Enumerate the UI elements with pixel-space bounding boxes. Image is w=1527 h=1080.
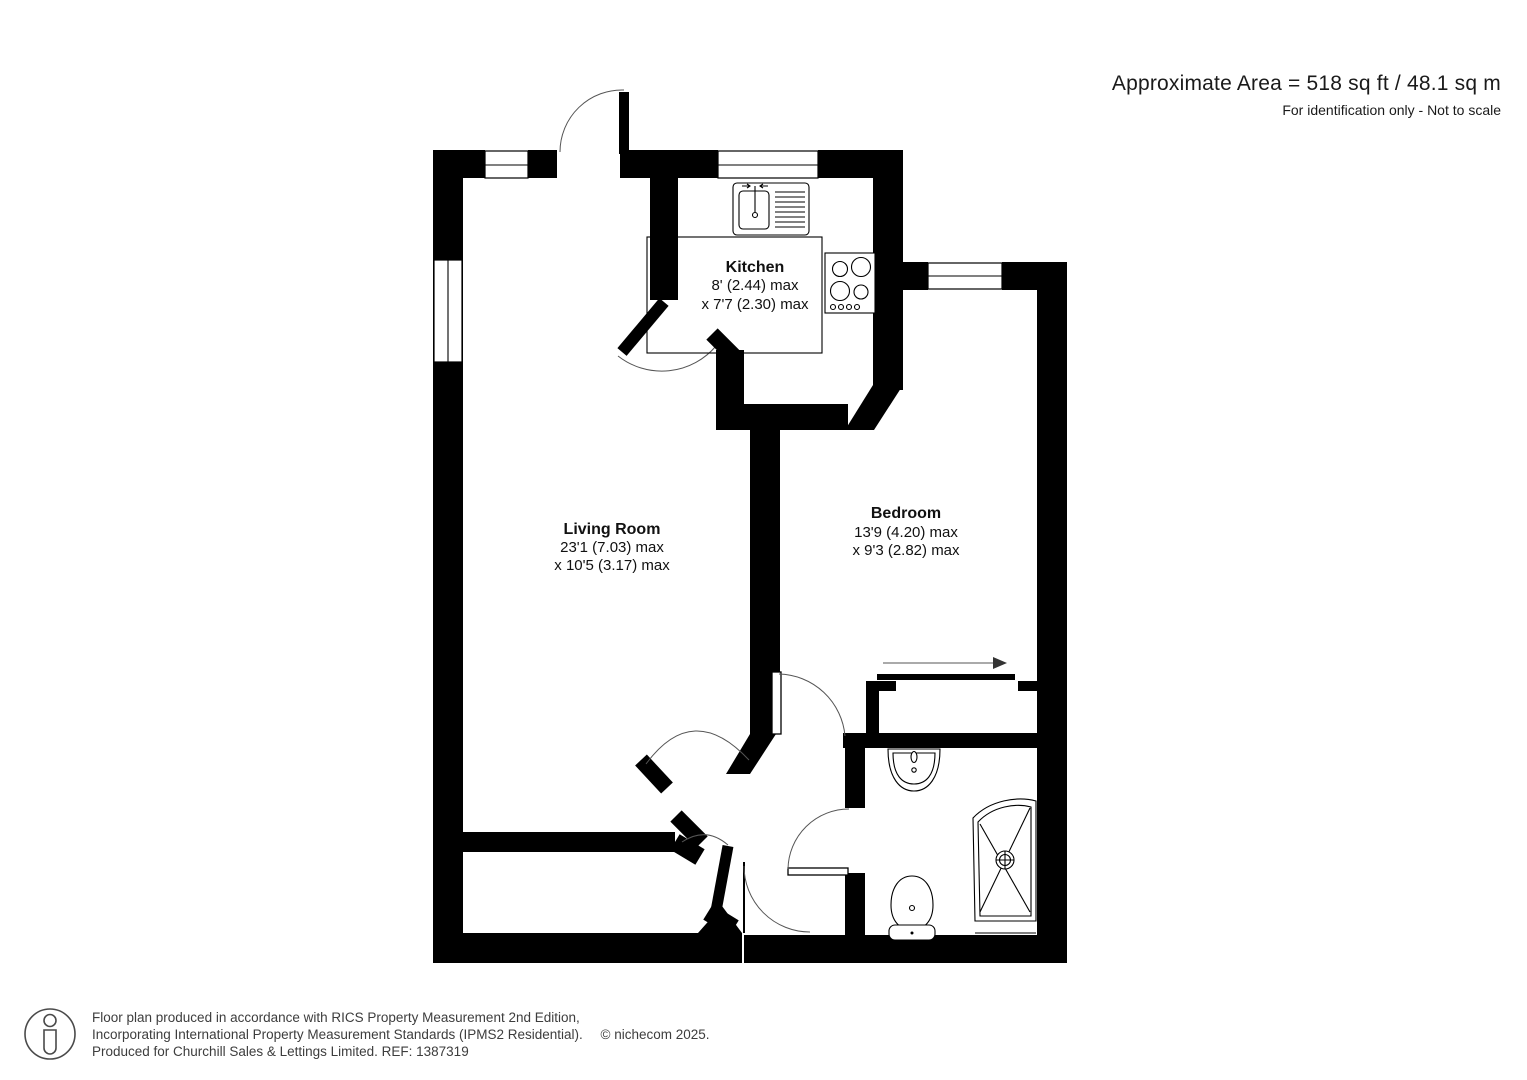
- kitchen-label: [701, 259, 809, 313]
- entrance-door: [560, 90, 629, 154]
- scale-disclaimer-text: For identification only - Not to scale: [1282, 102, 1501, 118]
- window-living-top: [485, 151, 528, 178]
- living-room-dim1: 23'1 (7.03) max: [560, 539, 664, 556]
- sliding-wardrobe: [866, 657, 1038, 733]
- shower-enclosure-icon: [973, 799, 1036, 933]
- bedroom-dim2: x 9'3 (2.82) max: [852, 542, 960, 559]
- window-kitchen-top: [718, 151, 818, 178]
- window-bedroom-top: [928, 263, 1002, 289]
- toilet-icon: [889, 876, 935, 940]
- kitchen-name: Kitchen: [725, 259, 785, 276]
- footer-line2: Incorporating International Property Measurement Standards (IPMS2 Residential).: [92, 1026, 583, 1042]
- footer-line2-row: [92, 1026, 710, 1043]
- kitchen-dim2: x 7'7 (2.30) max: [701, 296, 809, 313]
- bedroom-name: Bedroom: [870, 505, 942, 522]
- approximate-area-text: Approximate Area = 518 sq ft / 48.1 sq m: [1111, 72, 1501, 95]
- kitchen-sink-drainer-icon: [733, 183, 809, 235]
- living-room-name: Living Room: [563, 521, 661, 538]
- living-room-label: [554, 521, 670, 574]
- footer-disclaimer: [92, 1009, 710, 1060]
- hob-icon: [825, 253, 875, 313]
- bedroom-door: [772, 672, 845, 736]
- footer-line3: Produced for Churchill Sales & Lettings Limited. REF: 1387319: [92, 1043, 469, 1059]
- living-room-dim2: x 10'5 (3.17) max: [554, 557, 670, 574]
- nichecom-person-logo-icon: [22, 1006, 78, 1062]
- window-living-left: [434, 260, 462, 362]
- living-room-door: [641, 731, 749, 842]
- footer-line1: Floor plan produced in accordance with RICS Property Measurement 2nd Edition,: [92, 1009, 580, 1025]
- footer-copyright: © nichecom 2025.: [600, 1026, 710, 1042]
- footer: [22, 1006, 710, 1062]
- bedroom-label: [852, 505, 960, 559]
- wash-basin-icon: [888, 749, 940, 791]
- kitchen-dim1: 8' (2.44) max: [711, 277, 799, 294]
- bathroom-door: [788, 809, 849, 875]
- bedroom-dim1: 13'9 (4.20) max: [854, 524, 958, 541]
